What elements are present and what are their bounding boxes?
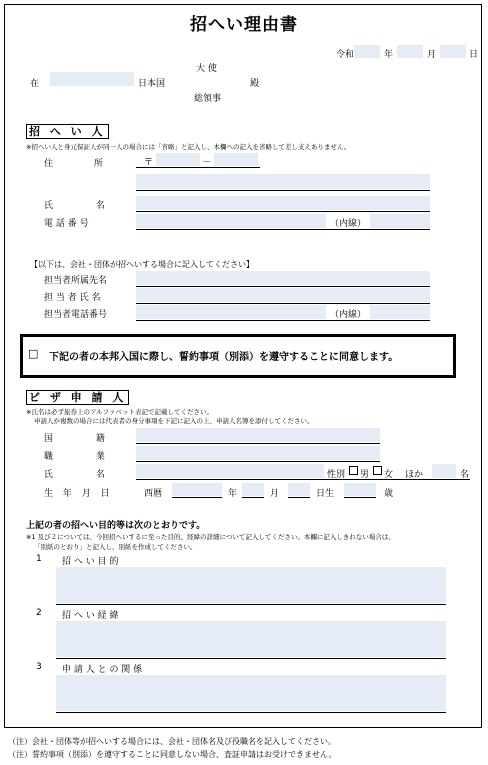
applicant-heading: ビ ザ 申 請 人 <box>26 390 129 405</box>
inviter-name-underline <box>136 211 430 212</box>
dob-month-underline <box>242 497 264 498</box>
year-label: 年 <box>384 50 394 60</box>
company-extension-label: （内線） <box>330 310 367 320</box>
inviter-extension-field[interactable] <box>370 214 430 228</box>
footer-note-2: （注）誓約事項（別添）を遵守することに同意しない場合、査証申請はお受けできません。 <box>8 750 337 759</box>
company-person-field[interactable] <box>136 288 430 302</box>
dob-day-label: 日生 <box>316 489 335 499</box>
purpose-underline-3 <box>56 712 446 713</box>
dob-label: 生 年 月 日 <box>44 489 110 499</box>
zai-label: 在 <box>30 79 40 89</box>
dob-day-underline <box>288 497 310 498</box>
postal-code-2-field[interactable] <box>214 153 258 166</box>
inviter-extension-label: （内線） <box>330 219 367 229</box>
age-label: 歳 <box>384 489 394 499</box>
purpose-num-1: 1 <box>36 554 42 564</box>
occupation-field[interactable] <box>136 446 380 460</box>
month-field[interactable] <box>397 45 423 58</box>
postal-underline <box>136 167 260 168</box>
male-label: 男 <box>360 470 370 480</box>
inviter-heading: 招 へ い 人 <box>26 124 109 139</box>
inviter-name-field[interactable] <box>136 196 430 210</box>
company-dept-underline <box>136 286 430 287</box>
nationality-field[interactable] <box>136 428 380 442</box>
female-label: 女 <box>384 470 394 480</box>
era-label: 令和 <box>336 50 355 60</box>
others-count-field[interactable] <box>432 464 456 478</box>
purpose-field-1[interactable] <box>56 567 446 603</box>
era-year-field[interactable] <box>354 45 380 58</box>
agreement-text: 下記の者の本邦入国に際し、誓約事項（別添）を遵守することに同意します。 <box>49 352 399 363</box>
postal-dash: － <box>202 158 212 168</box>
female-checkbox[interactable] <box>373 466 382 475</box>
applicant-note-1: ※氏名は必ず旅券上のアルファベット表記で記載してください。 <box>26 408 214 416</box>
purpose-underline-1 <box>56 604 446 605</box>
sex-label: 性別 <box>327 470 346 480</box>
address-underline <box>136 190 430 191</box>
month-label: 月 <box>427 50 437 60</box>
purpose-label-2: 招 へ い 経 緯 <box>62 611 119 621</box>
japan-label: 日本国 <box>138 79 166 89</box>
postal-mark: 〒 <box>144 158 154 168</box>
purpose-heading: 上記の者の招へい目的等は次のとおりです。 <box>26 521 206 531</box>
inviter-name-label: 氏 名 <box>44 201 105 211</box>
agreement-checkbox[interactable]: □ <box>28 347 39 360</box>
purpose-label-3: 申 請 人 と の 関 係 <box>62 665 143 675</box>
company-phone-underline <box>136 320 430 321</box>
company-heading: 【以下は、会社・団体が招へいする場合に記入してください】 <box>30 260 254 269</box>
dob-year-underline <box>172 497 222 498</box>
dob-day-field[interactable] <box>288 483 310 496</box>
others-label: ほか <box>405 470 424 480</box>
dob-month-label: 月 <box>270 489 280 499</box>
footer-note-1: （注）会社・団体等が招へいする場合には、会社・団体名及び役職名を記入してください。 <box>8 737 336 746</box>
purpose-note-2: 「別紙のとおり」と記入し、別紙を作成してください。 <box>34 543 197 551</box>
purpose-field-3[interactable] <box>56 675 446 711</box>
company-phone-label: 担当者電話番号 <box>44 310 108 320</box>
inviter-phone-label: 電 話 番 号 <box>44 219 89 229</box>
nationality-label: 国 籍 <box>44 434 105 444</box>
inviter-note: ※招へい人と身元保証人が同一人の場合には「省略」と記入し、本欄への記入を省略して差し支えありません。 <box>26 143 351 151</box>
occupation-underline <box>136 461 380 462</box>
persons-label: 名 <box>460 470 470 480</box>
day-field[interactable] <box>440 45 466 58</box>
applicant-name-field[interactable] <box>136 464 324 478</box>
company-extension-field[interactable] <box>370 305 430 319</box>
nationality-underline <box>136 443 380 444</box>
dob-year-label: 年 <box>228 489 238 499</box>
company-dept-label: 担当者所属先名 <box>44 276 108 286</box>
location-field[interactable] <box>50 72 134 86</box>
male-checkbox[interactable] <box>349 466 358 475</box>
occupation-label: 職 業 <box>44 452 105 462</box>
dob-year-field[interactable] <box>172 483 222 496</box>
inviter-phone-underline <box>136 229 430 230</box>
day-label: 日 <box>469 50 479 60</box>
page-title: 招へい理由書 <box>190 15 298 35</box>
inviter-phone-field[interactable] <box>136 214 326 228</box>
agreement-box <box>20 334 456 378</box>
company-person-underline <box>136 303 430 304</box>
applicant-name-label: 氏 名 <box>44 470 105 480</box>
applicant-note-2: 申請人が複数の場合には代表者の身分事項を下記に記入の上、申請人名簿を添付してください。 <box>34 417 314 425</box>
purpose-note-1: ※1 及び２については、今回招へいするに至った目的、経緯の詳細について記入してください。本欄に記入しきれない場合は、 <box>26 533 395 541</box>
dob-month-field[interactable] <box>242 483 264 496</box>
honorific-label: 殿 <box>250 79 260 89</box>
applicant-name-underline <box>136 479 470 480</box>
company-dept-field[interactable] <box>136 271 430 285</box>
company-person-label: 担 当 者 氏 名 <box>44 293 101 303</box>
address-label: 住 所 <box>44 159 103 169</box>
purpose-num-3: 3 <box>36 662 42 672</box>
ambassador-label: 大 使 <box>196 64 217 74</box>
consul-label: 総領事 <box>194 94 222 104</box>
purpose-num-2: 2 <box>36 608 42 618</box>
purpose-underline-2 <box>56 658 446 659</box>
company-phone-field[interactable] <box>136 305 326 319</box>
address-field[interactable] <box>136 174 430 189</box>
purpose-field-2[interactable] <box>56 621 446 657</box>
postal-code-1-field[interactable] <box>156 153 200 166</box>
western-label: 西暦 <box>144 489 163 499</box>
purpose-label-1: 招 へ い 目 的 <box>62 557 119 567</box>
age-field[interactable] <box>344 483 376 496</box>
age-underline <box>344 497 376 498</box>
